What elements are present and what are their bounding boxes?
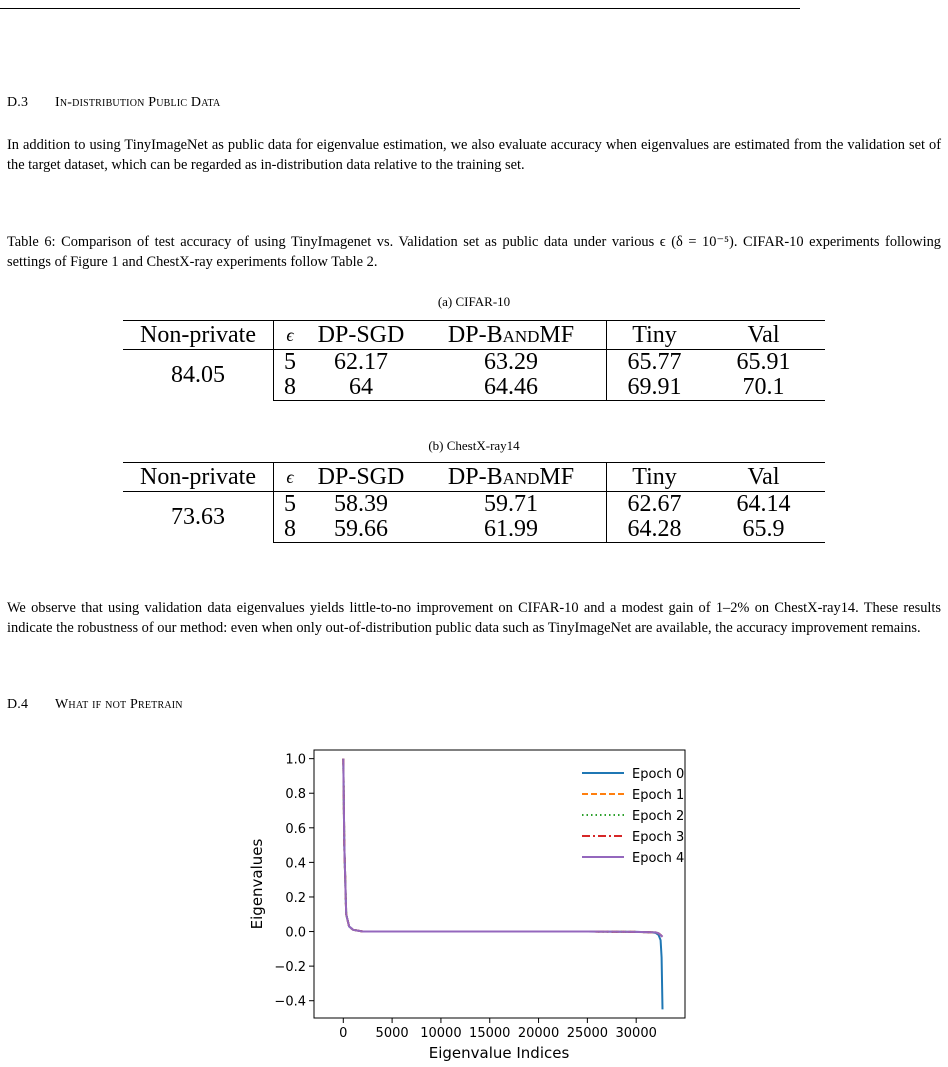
- legend-label: Epoch 3: [632, 830, 685, 845]
- y-tick-label: 0.0: [285, 925, 306, 941]
- eps-cell: 5: [274, 350, 307, 376]
- x-tick-label: 10000: [420, 1026, 462, 1041]
- tiny-cell: 64.28: [607, 517, 703, 543]
- x-tick-label: 5000: [375, 1026, 409, 1041]
- header-val: Val: [702, 463, 825, 492]
- y-tick-label: −0.2: [274, 960, 306, 976]
- dpsgd-cell: 62.17: [334, 349, 388, 375]
- table-caption: Table 6: Comparison of test accuracy of using TinyImagenet vs. Validation set as public data under various ϵ (δ = 10⁻⁵). CIFAR-10 experiments following settings of Figure 1 and ChestX-ray experiments follow Table 2.: [7, 234, 941, 270]
- observation-paragraph: We observe that using validation data eigenvalues yields little-to-no improvement on CIFAR-10 and a modest gain of 1–2% on ChestX-ray14. These results indicate the robustness of our method: even when only out-of-distribution public data such as TinyImageNet are available, the accuracy improvement remains.: [7, 600, 941, 636]
- eigenvalue-chart: [240, 742, 710, 1067]
- header-dpsgd: DP-SGD: [306, 321, 416, 350]
- series-line-epoch-3: [343, 759, 662, 937]
- legend-label: Epoch 2: [632, 809, 685, 824]
- plot-frame: [314, 750, 685, 1018]
- section-number: D.3: [7, 95, 29, 110]
- nonprivate-value: 73.63: [171, 503, 225, 530]
- cifar-subcaption: (a) CIFAR-10: [437, 294, 511, 309]
- x-tick-label: 25000: [566, 1026, 609, 1041]
- eps-cell: 8: [274, 375, 307, 401]
- x-axis-label: Eigenvalue Indices: [428, 1044, 570, 1062]
- y-tick-label: 1.0: [285, 752, 306, 768]
- chest-subcaption: (b) ChestX-ray14: [428, 438, 520, 453]
- legend-label: Epoch 0: [632, 767, 685, 782]
- intro-paragraph: In addition to using TinyImageNet as public data for eigenvalue estimation, we also evaluate accuracy when eigenvalues are estimated from the validation set of the target dataset, which can be regarded as in-distribution data relative to the training set.: [7, 137, 941, 173]
- x-tick-label: 20000: [517, 1026, 560, 1041]
- y-tick-label: 0.2: [285, 890, 306, 906]
- eps-cell: 5: [274, 492, 307, 518]
- dpbandmf-cell: 59.71: [484, 491, 538, 517]
- val-cell: 65.9: [702, 517, 825, 543]
- header-val: Val: [702, 321, 825, 350]
- dpsgd-cell: 64: [306, 375, 416, 401]
- dpbandmf-cell: 63.29: [484, 349, 538, 375]
- header-dpsgd: DP-SGD: [306, 463, 416, 492]
- header-tiny: Tiny: [607, 463, 703, 492]
- dpbandmf-cell: 64.46: [416, 375, 607, 401]
- y-tick-label: −0.4: [274, 994, 306, 1010]
- header-tiny: Tiny: [607, 321, 703, 350]
- header-epsilon: ϵ: [274, 463, 307, 492]
- cifar-table: [123, 320, 825, 401]
- val-cell: 65.91: [736, 349, 791, 375]
- header-dpbandmf: DP-BandMF: [416, 321, 607, 350]
- y-tick-label: 0.4: [285, 856, 306, 872]
- chest-table: [123, 462, 825, 543]
- nonprivate-value: 84.05: [171, 361, 225, 388]
- section-heading-d3: [7, 95, 220, 111]
- val-cell: 70.1: [702, 375, 825, 401]
- header-epsilon: ϵ: [274, 321, 307, 350]
- tiny-cell: 62.67: [607, 492, 703, 518]
- y-tick-label: 0.8: [285, 787, 306, 803]
- x-tick-label: 0: [339, 1026, 348, 1041]
- legend-label: Epoch 1: [632, 788, 685, 803]
- page-top-rule: [0, 8, 800, 9]
- dpsgd-cell: 59.66: [306, 517, 416, 543]
- section-title: What if not Pretrain: [55, 697, 183, 712]
- header-nonprivate: Non-private: [123, 463, 274, 492]
- series-line-epoch-4: [343, 759, 662, 937]
- section-number: D.4: [7, 697, 29, 712]
- val-cell: 64.14: [736, 491, 791, 517]
- series-line-epoch-1: [343, 759, 662, 937]
- series-line-epoch-0: [343, 759, 662, 1010]
- x-tick-label: 30000: [615, 1026, 657, 1041]
- series-line-epoch-2: [343, 759, 662, 937]
- section-title: In-distribution Public Data: [55, 95, 221, 110]
- header-nonprivate: Non-private: [123, 321, 274, 350]
- legend-label: Epoch 4: [632, 851, 685, 866]
- eps-cell: 8: [274, 517, 307, 543]
- tiny-cell: 65.77: [607, 350, 703, 376]
- section-heading-d4: [7, 697, 183, 713]
- tiny-cell: 69.91: [607, 375, 703, 401]
- header-dpbandmf: DP-BandMF: [416, 463, 607, 492]
- dpbandmf-cell: 61.99: [416, 517, 607, 543]
- y-axis-label: Eigenvalues: [248, 838, 266, 930]
- y-tick-label: 0.6: [285, 821, 306, 837]
- dpsgd-cell: 58.39: [334, 491, 388, 517]
- x-tick-label: 15000: [469, 1026, 511, 1041]
